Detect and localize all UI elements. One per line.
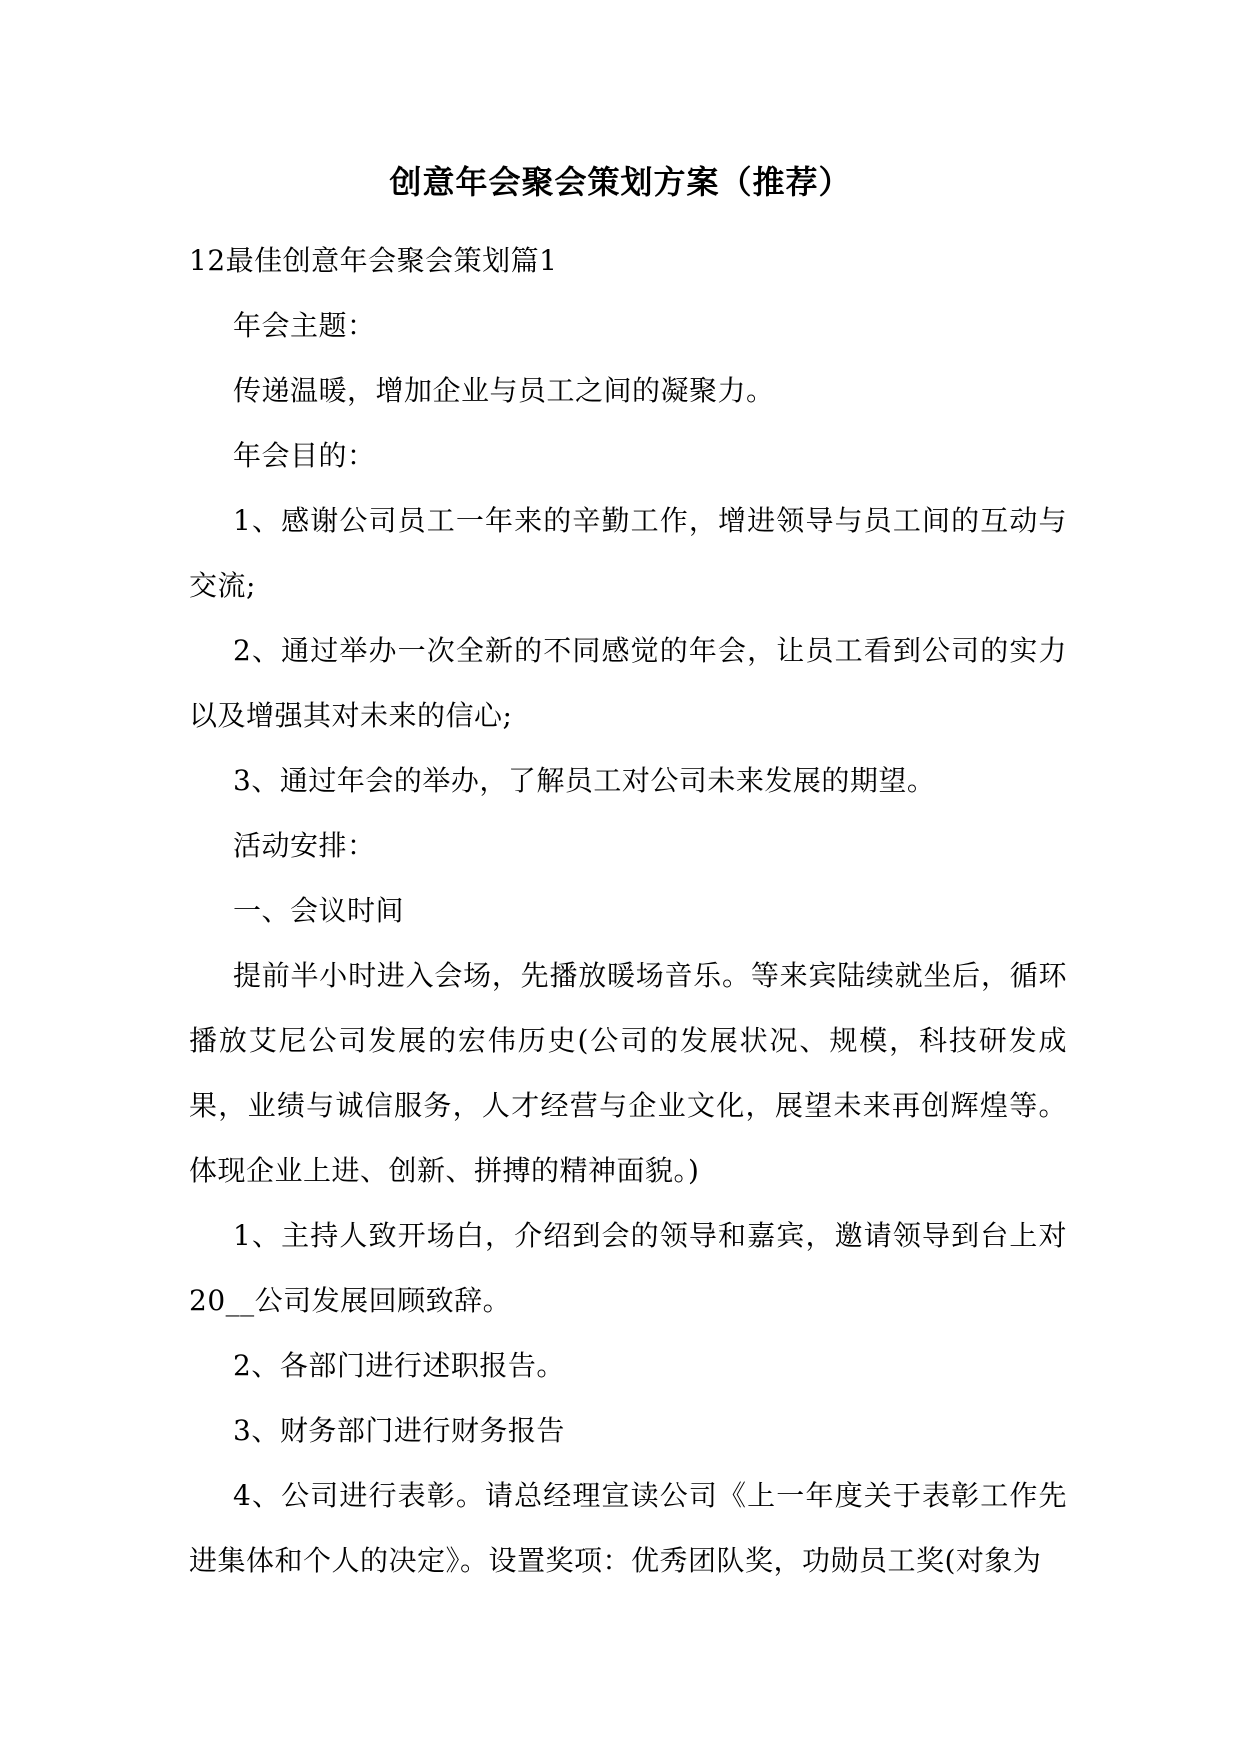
paragraph: 2、通过举办一次全新的不同感觉的年会，让员工看到公司的实力以及增强其对未来的信心; — [189, 634, 1067, 732]
paragraph: 1、主持人致开场白，介绍到会的领导和嘉宾，邀请领导到台上对20__公司发展回顾致辞。 — [189, 1219, 1067, 1317]
paragraph: 活动安排： — [233, 829, 376, 862]
paragraph: 2、各部门进行述职报告。 — [233, 1349, 565, 1382]
paragraph: 4、公司进行表彰。请总经理宣读公司《上一年度关于表彰工作先进集体和个人的决定》。设置奖项：优秀团队奖，功勋员工奖(对象为 — [189, 1479, 1067, 1577]
paragraph: 提前半小时进入会场，先播放暖场音乐。等来宾陆续就坐后，循环播放艾尼公司发展的宏伟历史(公司的发展状况、规模，科技研发成果，业绩与诚信服务，人才经营与企业文化，展望未来再创辉煌等。体现企业上进、创新、拼搏的精神面貌。) — [189, 959, 1067, 1187]
document-title: 创意年会聚会策划方案（推荐） — [389, 163, 852, 201]
paragraph: 3、财务部门进行财务报告 — [233, 1414, 565, 1447]
document-body — [189, 228, 1067, 1593]
paragraph: 年会主题： — [233, 309, 376, 342]
paragraph: 年会目的： — [233, 439, 376, 472]
paragraph-heading: 12最佳创意年会聚会策划篇1 — [189, 244, 558, 277]
paragraph: 1、感谢公司员工一年来的辛勤工作，增进领导与员工间的互动与交流; — [189, 504, 1067, 602]
paragraph: 3、通过年会的举办，了解员工对公司未来发展的期望。 — [233, 764, 936, 797]
paragraph: 一、会议时间 — [233, 894, 405, 927]
paragraph: 传递温暖，增加企业与员工之间的凝聚力。 — [233, 374, 775, 407]
